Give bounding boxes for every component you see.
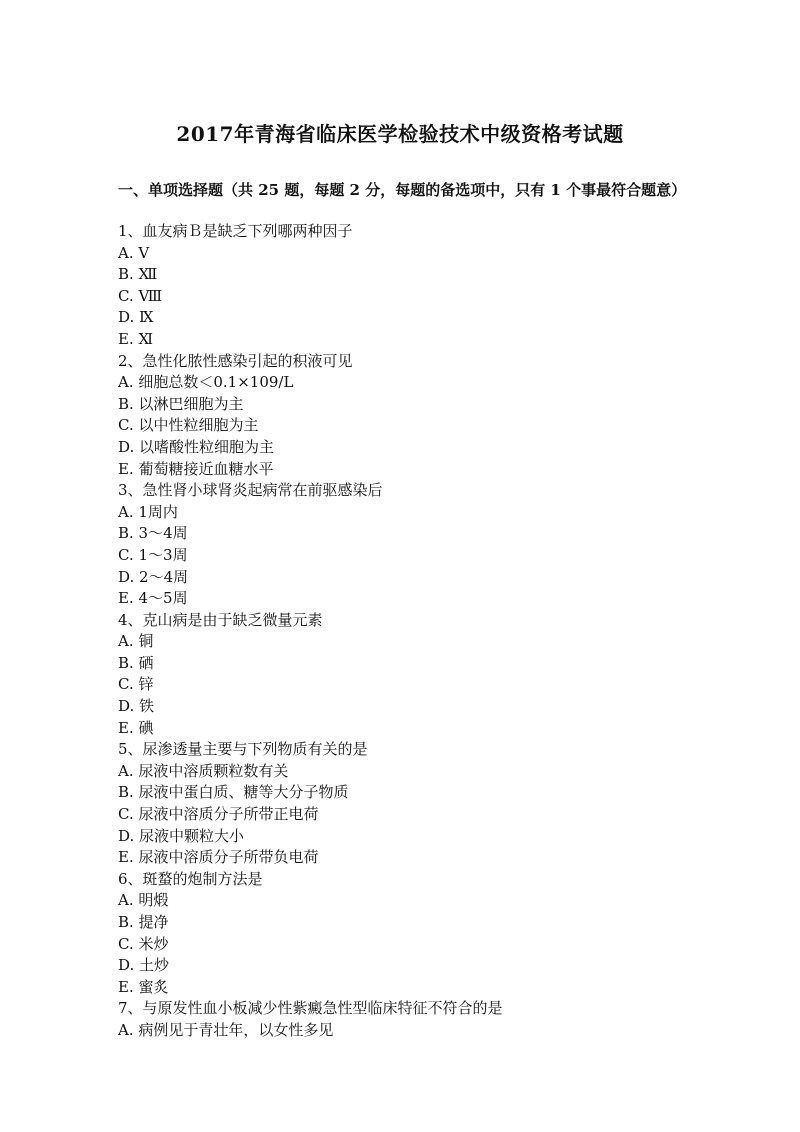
answer-option: C. 尿液中溶质分子所带正电荷 xyxy=(118,805,319,824)
answer-option: A. 病例见于青壮年，以女性多见 xyxy=(118,1020,334,1039)
answer-option: B. 3～4周 xyxy=(118,524,188,543)
question-stem: 2、急性化脓性感染引起的积液可见 xyxy=(118,351,353,370)
answer-option: E. 尿液中溶质分子所带负电荷 xyxy=(118,848,319,867)
answer-option: B. 以淋巴细胞为主 xyxy=(118,394,244,413)
answer-option: D. Ⅸ xyxy=(118,308,154,327)
answer-option: E. 蜜炙 xyxy=(118,977,169,996)
answer-option: E. 葡萄糖接近血糖水平 xyxy=(118,459,274,478)
question-stem: 6、斑蝥的炮制方法是 xyxy=(118,869,263,888)
answer-option: C. 米炒 xyxy=(118,934,169,953)
answer-option: E. Ⅺ xyxy=(118,329,154,348)
document-title: 2017年青海省临床医学检验技术中级资格考试题 xyxy=(176,122,624,146)
answer-option: A. 1周内 xyxy=(118,502,178,521)
answer-option: B. Ⅻ xyxy=(118,265,158,284)
answer-option: E. 碘 xyxy=(118,718,154,737)
answer-option: C. 以中性粒细胞为主 xyxy=(118,416,259,435)
answer-option: C. 1～3周 xyxy=(118,545,188,564)
question-list xyxy=(118,221,718,1042)
answer-option: C. Ⅷ xyxy=(118,286,163,305)
answer-option: D. 土炒 xyxy=(118,956,170,975)
answer-option: A. 铜 xyxy=(118,632,154,651)
question-stem: 5、尿渗透量主要与下列物质有关的是 xyxy=(118,740,368,759)
question-stem: 7、与原发性血小板减少性紫癜急性型临床特征不符合的是 xyxy=(118,999,503,1018)
question-stem: 4、克山病是由于缺乏微量元素 xyxy=(118,610,323,629)
answer-option: D. 铁 xyxy=(118,697,155,716)
answer-option: C. 锌 xyxy=(118,675,154,694)
answer-option: A. Ⅴ xyxy=(118,243,150,262)
answer-option: B. 提净 xyxy=(118,913,169,931)
answer-option: A. 细胞总数＜0.1×109/L xyxy=(118,373,294,392)
answer-option: D. 2～4周 xyxy=(118,567,189,586)
answer-option: B. 硒 xyxy=(118,653,154,672)
question-stem: 3、急性肾小球肾炎起病常在前驱感染后 xyxy=(118,481,383,500)
section-heading: 一、单项选择题（共 25 题，每题 2 分，每题的备选项中，只有 1 个事最符合题意） xyxy=(118,181,687,199)
answer-option: D. 以嗜酸性粒细胞为主 xyxy=(118,437,275,456)
answer-option: A. 明煅 xyxy=(118,891,169,910)
answer-option: B. 尿液中蛋白质、糖等大分子物质 xyxy=(118,783,349,802)
answer-option: A. 尿液中溶质颗粒数有关 xyxy=(118,761,289,780)
question-stem: 1、血友病Ｂ是缺乏下列哪两种因子 xyxy=(118,222,353,240)
answer-option: D. 尿液中颗粒大小 xyxy=(118,826,245,845)
answer-option: E. 4～5周 xyxy=(118,589,188,608)
